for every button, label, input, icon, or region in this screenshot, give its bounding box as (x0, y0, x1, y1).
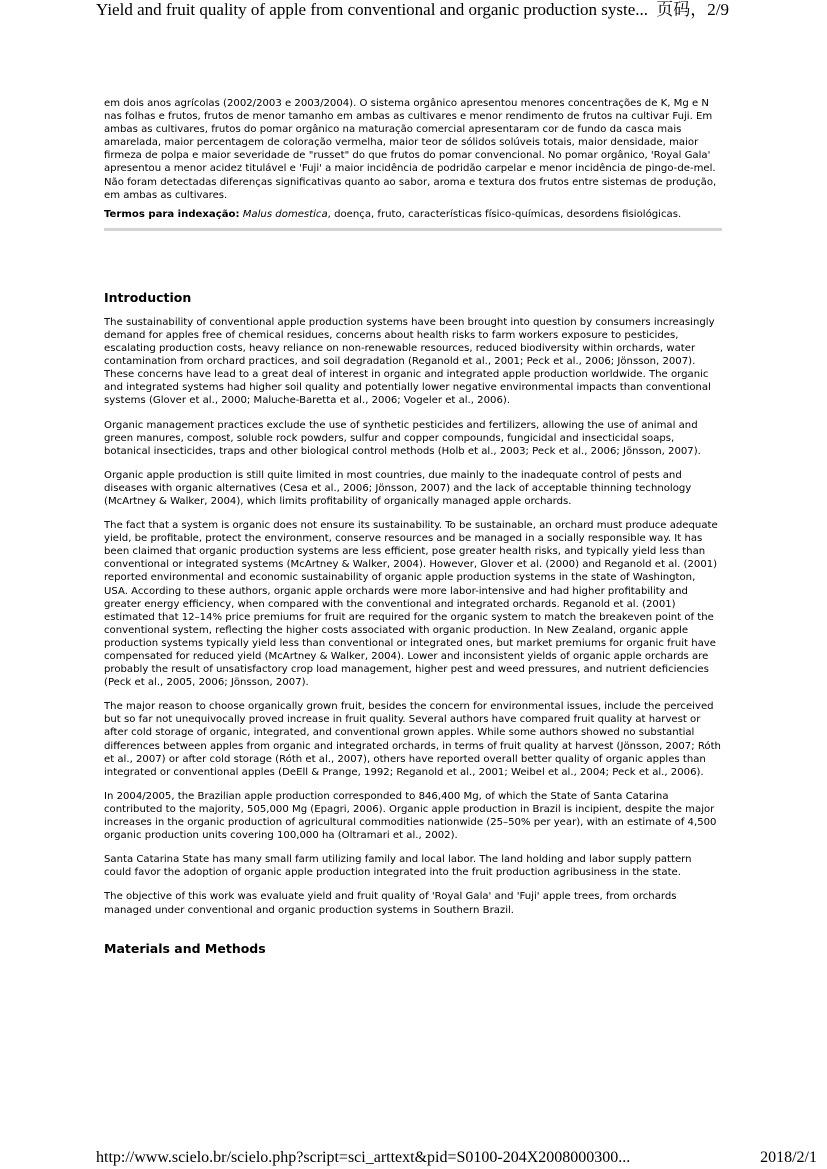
abstract-text: em dois anos agrícolas (2002/2003 e 2003/2004). O sistema orgânico apresentou menores concentrações de K, Mg e N nas folhas e frutos, frutos de menor tamanho em ambas as cultivares e menor rendimento de frutos na cultivar Fuji. Em ambas as cultivares, frutos do pomar orgânico na maturação comercial apresentaram cor de fundo da casca mais amarelada, maior percentagem de coloração vermelha, maior teor de sólidos solúveis totais, maior densidade, maior firmeza de polpa e maior severidade de "russet" do que frutos do pomar convencional. No pomar orgânico, 'Royal Gala' apresentou a menor acidez titulável e 'Fuji' a maior incidência de podridão carpelar e menor incidência de pingo-de-mel. Não foram detectadas diferenças significativas quanto ao sabor, aroma e textura dos frutos entre sistemas de produção, em ambas as cultivares. (104, 98, 717, 201)
intro-paragraph: The major reason to choose organically grown fruit, besides the concern for environmental issues, include the perceived but so far not unequivocally proved increase in fruit quality. Several authors have compared fruit quality at harvest or after cold storage of organic, integrated, and conventional grown apples. While some authors showed no substantial differences between apples from organic and integrated orchards, in terms of fruit quality at harvest (Jönsson, 2007; Róth et al., 2007) or after cold storage (Róth et al., 2007), others have reported overall better quality of organic apples than integrated or conventional apples (DeEll & Prange, 1992; Reganold et al., 2001; Weibel et al., 2004; Peck et al., 2006). (104, 701, 721, 778)
intro-paragraph: Organic apple production is still quite limited in most countries, due mainly to the inadequate control of pests and diseases with organic alternatives (Cesa et al., 2006; Jönsson, 2007) and the lack of acceptable thinning technology (McArtney & Walker, 2004), which limits profitability of organically managed apple orchards. (104, 469, 692, 507)
index-terms (104, 208, 722, 221)
print-footer (0, 1148, 827, 1169)
print-header (0, 0, 827, 22)
section-divider (104, 228, 722, 231)
page-url: http://www.scielo.br/scielo.php?script=sci_arttext&pid=S0100-204X2008000300... (96, 1149, 631, 1166)
article-content (104, 97, 722, 956)
intro-paragraph: Organic management practices exclude the use of synthetic pesticides and fertilizers, allowing the use of animal and green manures, compost, soluble rock powders, sulfur and copper compounds, fungicidal and insecticidal soaps, botanical insecticides, traps and other biological control methods (Holb et al., 2003; Peck et al., 2006; Jönsson, 2007). (104, 419, 701, 457)
materials-methods-heading: Materials and Methods (104, 940, 266, 956)
abstract-portuguese (104, 97, 722, 221)
introduction-body (104, 316, 722, 917)
intro-paragraph: Santa Catarina State has many small farm utilizing family and local labor. The land holding and labor supply pattern could favor the adoption of organic apple production integrated into the fruit production agribusiness in the state. (104, 854, 692, 879)
document-title: Yield and fruit quality of apple from conventional and organic production syste... (96, 0, 649, 19)
index-terms-label: Termos para indexação: (104, 208, 240, 220)
print-date: 2018/2/1 (760, 1149, 817, 1166)
introduction-heading: Introduction (104, 289, 192, 305)
index-terms-species: Malus domestica (242, 208, 328, 220)
intro-paragraph: The objective of this work was evaluate yield and fruit quality of 'Royal Gala' and 'Fuji' apple trees, from orchards managed under conventional and organic production systems in Southern Brazil. (104, 891, 677, 916)
intro-paragraph: The fact that a system is organic does not ensure its sustainability. To be sustainable, an orchard must produce adequate yield, be profitable, protect the environment, conserve resources and be managed in a socially responsible way. It has been claimed that organic production systems are less efficient, pose greater health risks, and typically yield less than conventional or integrated systems (McArtney & Walker, 2004). However, Glover et al. (2000) and Reganold et al. (2001) reported environmental and economic sustainability of organic apple production systems in the state of Washington, USA. According to these authors, organic apple orchards were more labor-intensive and had higher profitability and greater energy efficiency, when compared with the conventional and integrated orchards. Reganold et al. (2001) estimated that 12–14% price premiums for fruit are required for the organic system to match the breakeven point of the conventional system, reflecting the higher costs associated with organic production. In New Zealand, organic apple production systems typically yield less than conventional or integrated ones, but market premiums for organic fruit have compensated for reduced yield (McArtney & Walker, 2004). Lower and inconsistent yields of organic apple orchards are probably the result of unsatisfactory crop load management, higher pest and weed pressures, and nutrient deficiencies (Peck et al., 2005, 2006; Jönsson, 2007). (104, 520, 718, 689)
index-terms-list: , doença, fruto, características físico-químicas, desordens fisiológicas. (327, 208, 682, 220)
intro-paragraph: In 2004/2005, the Brazilian apple production corresponded to 846,400 Mg, of which the State of Santa Catarina contributed to the majority, 505,000 Mg (Epagri, 2006). Organic apple production in Brazil is incipient, despite the major increases in the organic production of agricultural commodities nationwide (25–50% per year), with an estimate of 4,500 organic production units covering 100,000 ha (Oltramari et al., 2002). (104, 790, 717, 842)
page-info: 页码，2/9 (656, 0, 729, 19)
intro-paragraph: The sustainability of conventional apple production systems have been brought into question by consumers increasingly demand for apples free of chemical residues, concerns about health risks to farm workers exposure to pesticides, escalating production costs, heavy reliance on non-renewable resources, reduced biodiversity within orchards, water contamination from orchard practices, and soil degradation (Reganold et al., 2001; Peck et al., 2006; Jönsson, 2007). These concerns have lead to a great deal of interest in organic and integrated apple production worldwide. The organic and integrated systems had higher soil quality and potentially lower negative environmental impacts than conventional systems (Glover et al., 2000; Maluche-Baretta et al., 2006; Vogeler et al., 2006). (104, 316, 715, 407)
